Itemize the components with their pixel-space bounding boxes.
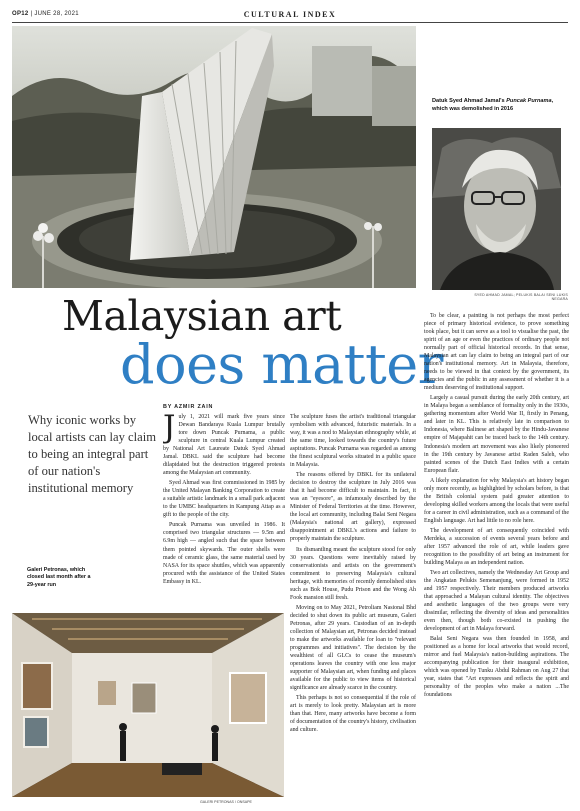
- caption-prefix: Datuk Syed Ahmad Jamal's: [432, 98, 505, 104]
- caption-suffix: , which was demolished in 2016: [432, 98, 554, 112]
- paragraph: This perhaps is not so consequential if the role of art is merely to look pretty. Malaysian art is more than that. Here, many artworks have become a form of documentation of the country's history, civilisation and culture.: [290, 695, 416, 734]
- paragraph: Moving on to May 2021, Petroliam Nasional Bhd decided to shut down its public art museum, Galeri Petronas, after 29 years. Custodian of an in-depth collection of Malaysian art, Petronas decided instead to make the artworks available for loan to "relevant programmes and initiatives". The decision by the wealthiest of all GLCs to cease the museum's operations leaves the country with one less major supporter of Malaysian art, when funding and places available for the public to view items of historical significance are already scarce in the country.: [290, 604, 416, 692]
- standfirst: Why iconic works by local artists can lay claim to being an integral part of our nation's institutional memory: [28, 413, 156, 495]
- paragraph: A likely explanation for why Malaysia's art history began only more recently, as highlighted by scholars before, is that the British colonial system paid greater attention to developing skilled workers among the locals that were useful for a career in civil administration, such as a command of the English language. Art had little to no role here.: [424, 477, 569, 524]
- caption-title: Puncak Purnama: [506, 98, 552, 104]
- paragraph: The development of art consequently coincided with Merdeka, a succession of events several years before and after 1957 advanced the role of art, while leaders gave recognition to the possibility of art being an instrument for building Malaya as an independent nation.: [424, 527, 569, 566]
- paragraph-text: uly 1, 2021 will mark five years since Dewan Bandaraya Kuala Lumpur brutally tore down Puncak Purnama, a public sculpture in central Kuala Lumpur created by National Art Laureate Datuk Syed Ahmad Jamal. DBKL said the sculpture had become dilapidated but the destruction triggered protests among the Malaysian art community.: [163, 414, 285, 477]
- photo-caption-left: Galeri Petronas, which closed last month after a 29-year run: [27, 567, 91, 588]
- photo-caption-right: [432, 98, 560, 113]
- photo-credit-top: SYED AHMAD JAMAL; PELUKIS BALAI SENI LUKIS NEGARA: [474, 293, 568, 301]
- headline-line2: does matter: [120, 333, 443, 396]
- paragraph: [163, 413, 285, 477]
- artist-portrait: [432, 128, 561, 290]
- article-column-1: [163, 413, 285, 608]
- page-date: JUNE 28, 2021: [34, 11, 79, 17]
- paragraph: The reasons offered by DBKL for its unilateral decision to destroy the sculpture in July 2016 was that it had become difficult to maintain. In fact, it was an "eyesore", as infamously described by the Minister of Federal Territories at the time. However, the local art community, including Balai Seni Negara (Malaysia's national art gallery), expressed disappointment at DBKL's actions and failure to properly maintain the sculpture.: [290, 472, 416, 543]
- article-column-2: [290, 413, 416, 806]
- paragraph: Puncak Purnama was unveiled in 1986. It comprised two triangular structures — 9.5m and 6.9m high — angled such that the space between them pointed skywards. The outer shells were made of ceramic glass, the same material used by NASA for its space shuttles, which was apparently procured with the assistance of the United States Embassy in KL.: [163, 522, 285, 585]
- paragraph: Two art collectives, namely the Wednesday Art Group and the Angkatan Pelukis Semenanjung, were formed in 1952 and 1957 respectively. Their members produced artworks that approached a Malayan cultural identity. The objectives and aesthetic languages of the two groups were very dissimilar, reflecting the diversity of ideas and personalities even then, though both co-existed in pushing the development of art in Malaya forward.: [424, 569, 569, 633]
- paragraph: Its dismantling meant the sculpture stood for only 30 years. Questions were inevitably raised by conservationists and artists on the government's commitment to preserving Malaysia's cultural heritage, with memories of recently demolished sites such as Bok House, Pudu Prison and the Wong Ah Fook mansion still fresh.: [290, 546, 416, 601]
- page-folio: OP12 | JUNE 28, 2021: [12, 11, 79, 17]
- page-label: OP12: [12, 11, 29, 17]
- paragraph: Syed Ahmad was first commissioned in 1985 by the United Malayan Banking Corporation to create a suitable artistic landmark in a small park adjacent to the UMBC headquarters in Kampung Attap as a gift to the people of the city.: [163, 480, 285, 519]
- paragraph: Largely a casual pursuit during the early 20th century, art in Malaya began a semblance of formality only in the 1930s, gathering momentum after World War II, firstly in Penang, and later in KL. This is relatively late in comparison to Indonesia, where Balinese art shaped by the Hindu-Javanese empire of Majapahit can be traced back to the 14th century. Indonesia's modern art movement was also likely pioneered in the 19th century by Javanese artist Raden Saleh, who painted scenes of the Dutch East Indies with a certain European flair.: [424, 395, 569, 474]
- paragraph: Balai Seni Negara was then founded in 1958, and positioned as a home for local artworks that would record, mirror and fuel Malaysia's nation-building aspirations. The accompanying publication for their inaugural exhibition, which was opened by Tunku Abdul Rahman on Aug 27 that year, states that "Art expresses and reflects the spirit and personality of the peoples who make a nation ...The foundations: [424, 636, 569, 699]
- headline-line1: Malaysian art: [62, 292, 342, 340]
- article-column-3: [424, 312, 569, 807]
- photo-credit-bottom: GALERI PETRONAS / ONSAPE: [200, 800, 252, 804]
- section-title: CULTURAL INDEX: [243, 10, 337, 19]
- drop-cap: J: [163, 413, 176, 445]
- header-rule: [12, 22, 568, 23]
- paragraph: To be clear, a painting is not perhaps the most perfect piece of primary historical evidence, to prove something took place, but it can serve as a tool to visualise the past, the spirit of an age or even the practices of ordinary people not normally part of official historical records. In that sense, Malaysian art can lay claim to being an integral part of our nation's institutional memory. Art in Malaysia, therefore, needs to be viewed in that context by the government, its agencies and the public in any assessment of whether it is a medium deserving of institutional support.: [424, 313, 569, 392]
- sculpture-photo: [12, 26, 416, 288]
- paragraph: The sculpture fuses the artist's traditional triangular symbolism with advanced, futuristic materials. In a way, it was a nod to Malaysian ethnography while, at the same time, looked towards the country's future aspirations. Puncak Purnama was regarded as among the finest sculptural works situated in a public space in Malaysia.: [290, 414, 416, 469]
- gallery-photo: [12, 613, 284, 797]
- byline: BY AZMIR ZAIN: [163, 404, 214, 410]
